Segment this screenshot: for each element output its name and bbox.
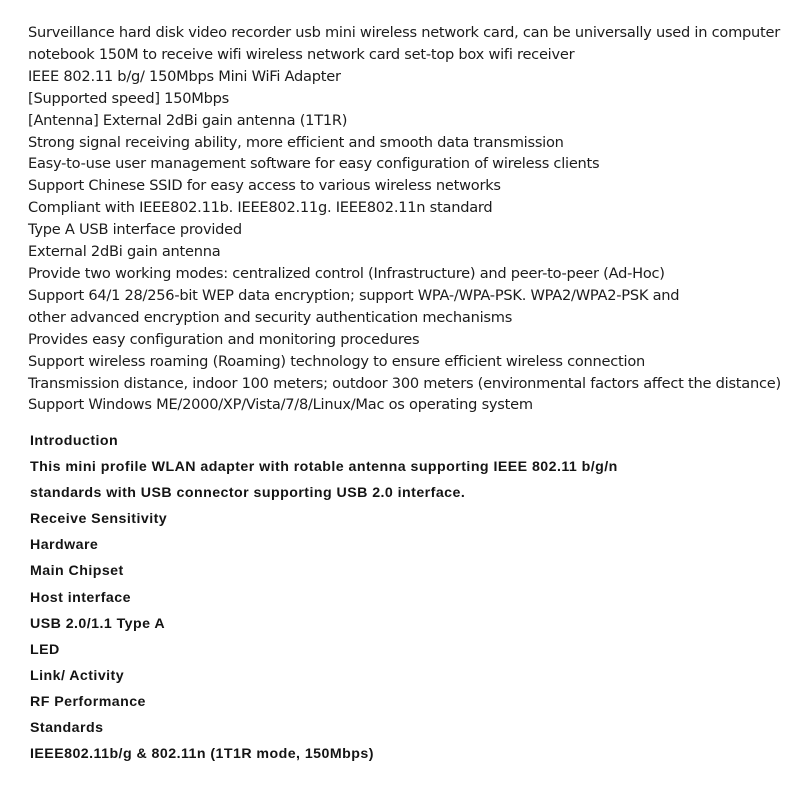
spec-line: Hardware bbox=[30, 537, 99, 554]
description-line: [Supported speed] 150Mbps bbox=[28, 89, 230, 107]
description-line: Support Chinese SSID for easy access to various wireless networks bbox=[28, 177, 501, 195]
description-line: Strong signal receiving ability, more efficient and smooth data transmission bbox=[28, 133, 564, 151]
description-line: notebook 150M to receive wifi wireless network card set-top box wifi receiver bbox=[28, 45, 575, 63]
description-line: other advanced encryption and security authentication mechanisms bbox=[28, 308, 513, 326]
description-line: Support wireless roaming (Roaming) technology to ensure efficient wireless connection bbox=[28, 352, 645, 370]
spec-line: Link/ Activity bbox=[30, 667, 125, 684]
description-line: Support Windows ME/2000/XP/Vista/7/8/Linux/Mac os operating system bbox=[28, 396, 533, 414]
spec-line: standards with USB connector supporting USB 2.0 interface. bbox=[30, 485, 466, 502]
description-line: External 2dBi gain antenna bbox=[28, 243, 221, 261]
description-line: Surveillance hard disk video recorder usb mini wireless network card, can be universally used in computer bbox=[28, 24, 781, 41]
feature-description-list bbox=[28, 22, 798, 416]
spec-line: Receive Sensitivity bbox=[30, 511, 168, 528]
description-line: Transmission distance, indoor 100 meters; outdoor 300 meters (environmental factors affect the distance) bbox=[28, 374, 781, 392]
description-line: Provide two working modes: centralized control (Infrastructure) and peer-to-peer (Ad-Hoc) bbox=[28, 264, 665, 282]
description-line: Type A USB interface provided bbox=[28, 221, 242, 239]
spec-line: LED bbox=[30, 641, 60, 658]
spec-line: Standards bbox=[30, 720, 104, 737]
description-line: Support 64/1 28/256-bit WEP data encryption; support WPA-/WPA-PSK. WPA2/WPA2-PSK and bbox=[28, 286, 680, 304]
spec-line: Host interface bbox=[30, 589, 131, 606]
description-line: IEEE 802.11 b/g/ 150Mbps Mini WiFi Adapter bbox=[28, 67, 341, 85]
spec-line: Main Chipset bbox=[30, 563, 124, 580]
spec-line: RF Performance bbox=[30, 693, 146, 710]
specification-list bbox=[30, 428, 790, 767]
description-line: Compliant with IEEE802.11b. IEEE802.11g. IEEE802.11n standard bbox=[28, 199, 493, 217]
spec-line: This mini profile WLAN adapter with rotable antenna supporting IEEE 802.11 b/g/n bbox=[30, 459, 618, 476]
spec-line: IEEE802.11b/g & 802.11n (1T1R mode, 150Mbps) bbox=[30, 746, 374, 763]
description-line: Provides easy configuration and monitoring procedures bbox=[28, 330, 420, 348]
spec-line: Introduction bbox=[30, 433, 119, 449]
description-line: Easy-to-use user management software for easy configuration of wireless clients bbox=[28, 155, 600, 173]
description-line: [Antenna] External 2dBi gain antenna (1T1R) bbox=[28, 111, 348, 129]
spec-line: USB 2.0/1.1 Type A bbox=[30, 615, 166, 632]
